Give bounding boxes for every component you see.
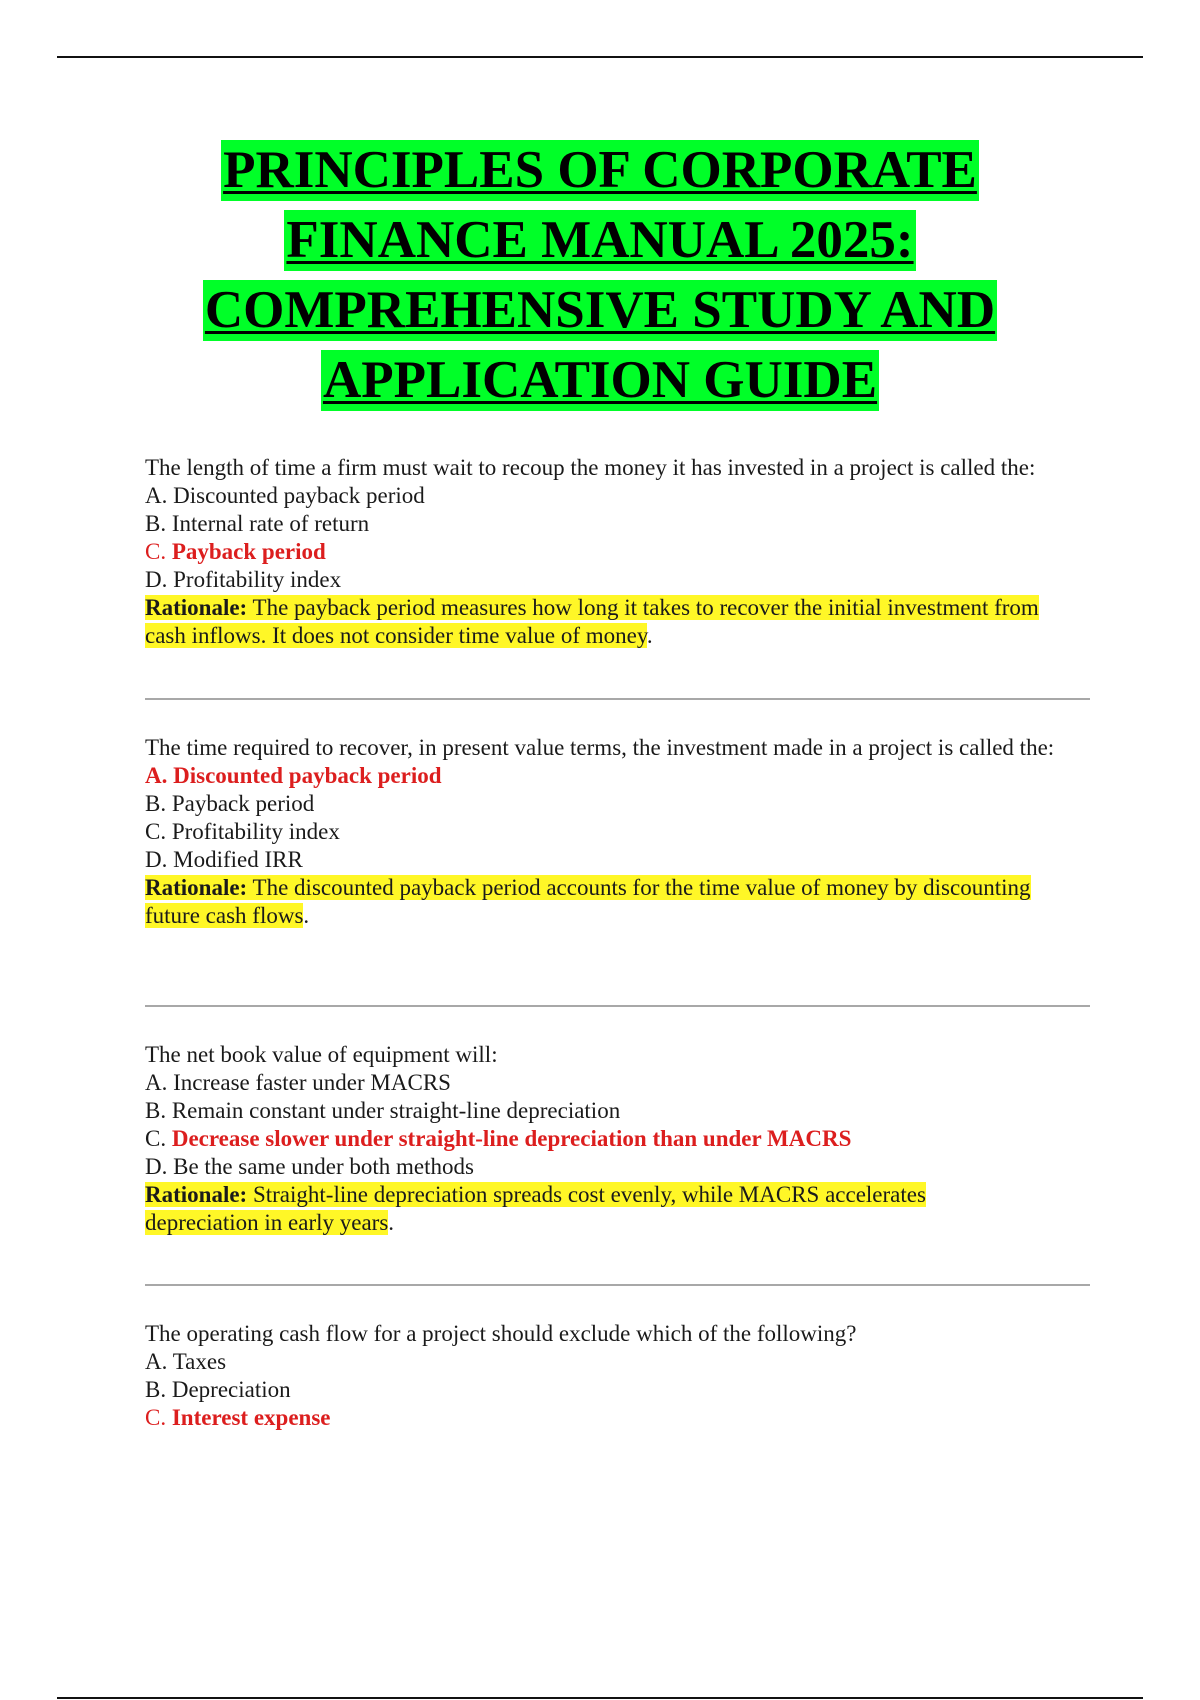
option-text: Discounted payback period xyxy=(173,763,442,788)
rationale xyxy=(145,1181,1090,1237)
option-letter: C. xyxy=(145,1126,167,1151)
option-text: Internal rate of return xyxy=(171,511,370,536)
option-text: Modified IRR xyxy=(173,847,303,872)
rationale xyxy=(145,874,1090,930)
title-line: APPLICATION GUIDE xyxy=(322,351,878,409)
rationale-text: The payback period measures how long it takes to recover the initial investment from xyxy=(247,595,1039,620)
answer-option xyxy=(145,510,1090,538)
question-text: The operating cash flow for a project should exclude which of the following? xyxy=(145,1321,857,1346)
option-letter: A. xyxy=(145,483,168,508)
title-line: PRINCIPLES OF CORPORATE xyxy=(223,141,977,199)
option-letter: B. xyxy=(145,1098,167,1123)
rationale-end: . xyxy=(388,1210,395,1235)
answer-option xyxy=(145,846,1090,874)
option-letter: D. xyxy=(145,847,168,872)
correct-answer-option xyxy=(145,1125,1090,1153)
question-text: The length of time a firm must wait to recoup the money it has invested in a project is called the: xyxy=(145,455,1036,480)
question-text: The time required to recover, in present value terms, the investment made in a project is called the: xyxy=(145,735,1055,760)
option-text: Profitability index xyxy=(171,819,340,844)
option-text: Profitability index xyxy=(173,567,342,592)
answer-option xyxy=(145,790,1090,818)
question-divider xyxy=(145,1284,1090,1286)
rationale-label: Rationale: xyxy=(145,1182,248,1207)
option-letter: B. xyxy=(145,791,167,816)
question-text: The net book value of equipment will: xyxy=(145,1042,498,1067)
question-block-1 xyxy=(145,454,1090,650)
answer-option xyxy=(145,1097,1090,1125)
answer-option xyxy=(145,1348,1090,1376)
rationale-text: The discounted payback period accounts for the time value of money by discounting xyxy=(247,875,1031,900)
option-text: Interest expense xyxy=(171,1405,331,1430)
correct-answer-option xyxy=(145,1404,1090,1432)
option-text: Payback period xyxy=(171,791,315,816)
answer-option xyxy=(145,1153,1090,1181)
option-letter: B. xyxy=(145,1377,167,1402)
question-block-2 xyxy=(145,734,1090,930)
rationale-end: . xyxy=(303,903,310,928)
rationale-label: Rationale: xyxy=(145,595,248,620)
option-letter: A. xyxy=(145,1070,168,1095)
question-divider xyxy=(145,698,1090,700)
option-letter: D. xyxy=(145,1154,168,1179)
correct-answer-option xyxy=(145,762,1090,790)
question-block-4 xyxy=(145,1320,1090,1432)
answer-option xyxy=(145,1376,1090,1404)
option-text: Remain constant under straight-line depreciation xyxy=(171,1098,621,1123)
header-rule xyxy=(57,56,1143,58)
footer-rule xyxy=(57,1697,1143,1699)
question-divider xyxy=(145,1005,1090,1007)
rationale-text: depreciation in early years xyxy=(145,1210,389,1235)
option-letter: A. xyxy=(145,1349,168,1374)
option-text: Increase faster under MACRS xyxy=(173,1070,451,1095)
option-letter: C. xyxy=(145,819,167,844)
title-line: COMPREHENSIVE STUDY AND xyxy=(204,281,996,339)
correct-answer-option xyxy=(145,538,1090,566)
answer-option xyxy=(145,818,1090,846)
option-text: Discounted payback period xyxy=(173,483,425,508)
answer-option xyxy=(145,1069,1090,1097)
rationale-label: Rationale: xyxy=(145,875,248,900)
option-text: Taxes xyxy=(172,1349,227,1374)
option-letter: A. xyxy=(145,763,168,788)
answer-option xyxy=(145,566,1090,594)
option-letter: B. xyxy=(145,511,167,536)
rationale-text: future cash flows xyxy=(145,903,304,928)
option-letter: D. xyxy=(145,567,168,592)
option-text: Be the same under both methods xyxy=(173,1154,474,1179)
document-title xyxy=(0,140,1200,420)
title-line: FINANCE MANUAL 2025: xyxy=(286,211,914,269)
option-text: Depreciation xyxy=(171,1377,291,1402)
option-text: Decrease slower under straight-line depreciation than under MACRS xyxy=(171,1126,852,1151)
rationale xyxy=(145,594,1090,650)
option-text: Payback period xyxy=(171,539,326,564)
question-block-3 xyxy=(145,1041,1090,1237)
rationale-text: Straight-line depreciation spreads cost evenly, while MACRS accelerates xyxy=(247,1182,926,1207)
option-letter: C. xyxy=(145,539,167,564)
answer-option xyxy=(145,482,1090,510)
rationale-text: cash inflows. It does not consider time value of money xyxy=(145,623,647,648)
rationale-end: . xyxy=(646,623,653,648)
option-letter: C. xyxy=(145,1405,167,1430)
